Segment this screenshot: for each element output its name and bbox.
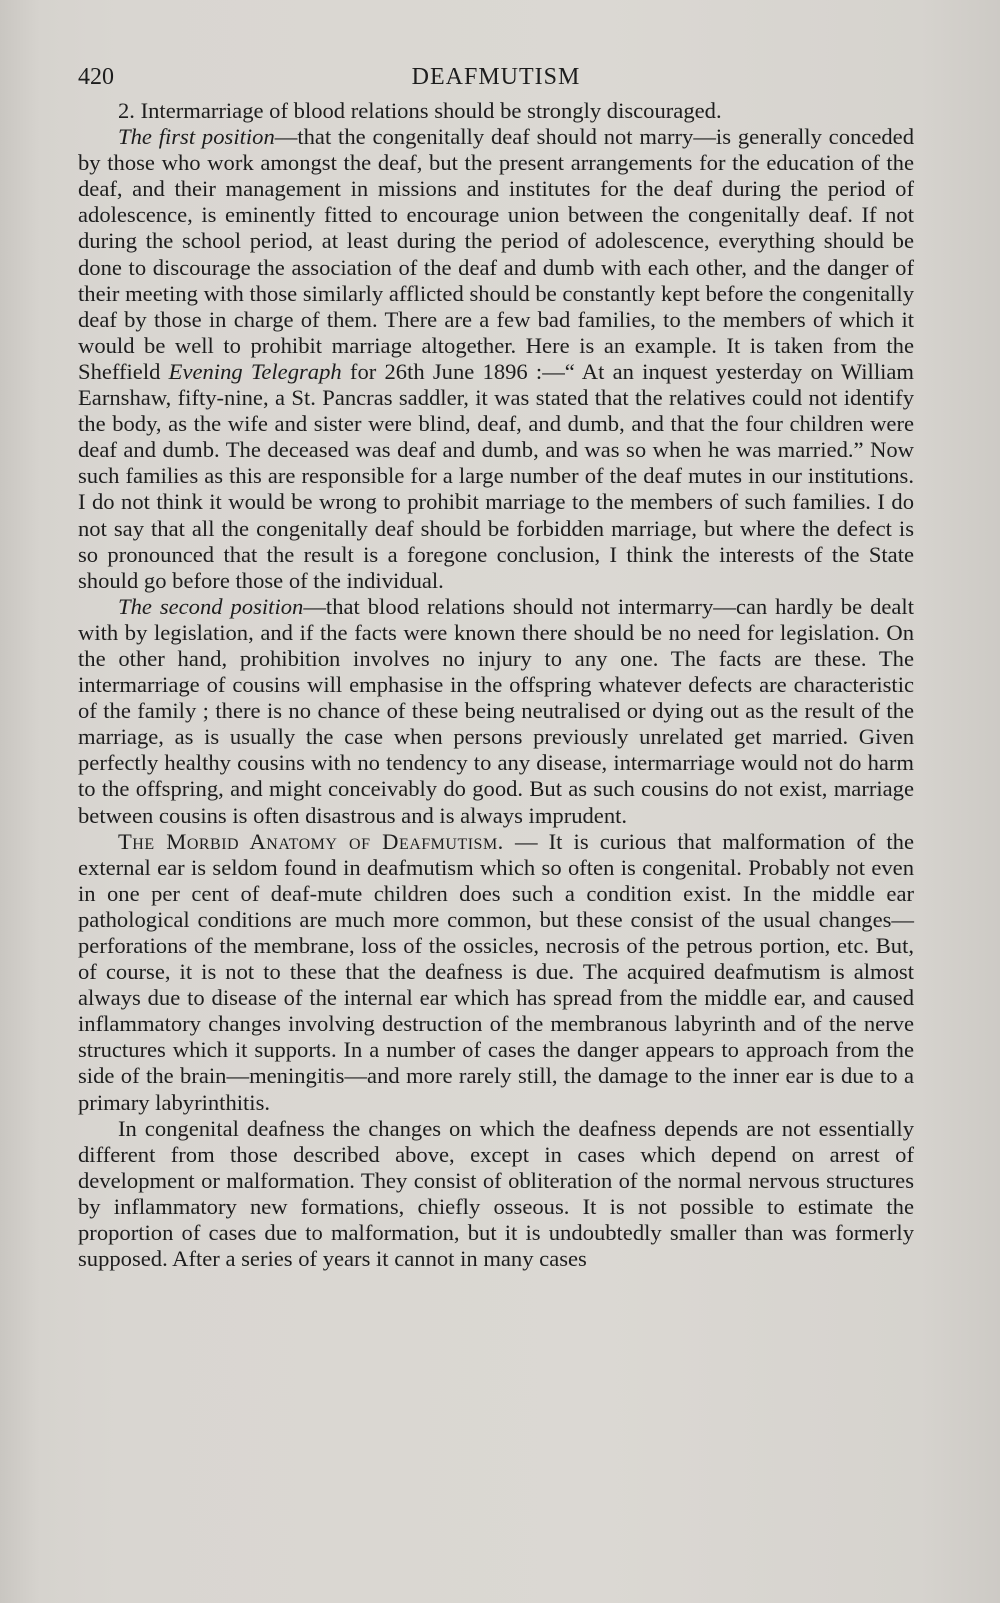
- section-heading: The Morbid Anatomy of Deafmutism.: [118, 828, 504, 854]
- italic-lead-second-position: The second position: [118, 593, 304, 619]
- paragraph-congenital-deafness: In congenital deafness the changes on which the deafness depends are not essentially different from those described above, except in cases which depend on arrest of development or malformation. They consist of obliteration of the normal nervous structures by inflammatory new formations, chiefly osseous. It is not possible to estimate the proportion of cases due to malformation, but it is undoubtedly smaller than was formerly supposed. After a series of years it cannot in many cases: [78, 1115, 914, 1272]
- italic-lead-first-position: The first position: [118, 124, 275, 150]
- paragraph-text: —that the congenitally deaf should not marry—is generally conceded by those who work amongst the deaf, but the present arrangements for the education of the deaf, and their management in missions and institutes for the deaf during the period of adolescence, is eminently fitted to encourage union between the congenitally deaf. If not during the school period, at least during the period of adolescence, everything should be done to discourage the association of the deaf and dumb with each other, and the danger of their meeting with those similarly afflicted should be constantly kept before the congenitally deaf by those in charge of them. There are a few bad families, to the members of which it would be well to prohibit marriage altogether. Here is an example. It is taken from the Sheffield: [78, 124, 914, 384]
- page-number: 420: [78, 64, 114, 90]
- paragraph-morbid-anatomy: [78, 829, 914, 1116]
- paragraph-text: for 26th June 1896 :—“ At an inquest yesterday on William Earnshaw, fifty-nine, a St. Pancras saddler, it was stated that the relatives could not identify the body, as the wife and sister were blind, deaf, and dumb, and that the four children were deaf and dumb. The deceased was deaf and dumb, and was so when he was married.” Now such families as this are responsible for a large number of the deaf mutes in our institutions. I do not think it would be wrong to prohibit marriage to the members of such families. I do not say that all the congenitally deaf should be forbidden marriage, but where the defect is so pronounced that the result is a foregone conclusion, I think the interests of the State should go before those of the individual.: [78, 358, 914, 593]
- running-title: DEAFMUTISM: [411, 64, 581, 90]
- paragraph-first-position: [78, 124, 914, 594]
- paragraph-text: — It is curious that malformation of the external ear is seldom found in deafmutism which so often is congenital. Probably not even in one per cent of deaf-mute children does such a condition exist. In the middle ear pathological conditions are much more common, but these consist of the usual changes—perforations of the membrane, loss of the ossicles, necrosis of the petrous portion, etc. But, of course, it is not to these that the deafness is due. The acquired deafmutism is almost always due to disease of the internal ear which has spread from the middle ear, and caused inflammatory changes involving destruction of the membranous labyrinth and of the nerve structures which it supports. In a number of cases the danger appears to approach from the side of the brain—meningitis—and more rarely still, the damage to the inner ear is due to a primary labyrinthitis.: [78, 828, 914, 1115]
- page-header: [78, 58, 914, 98]
- paragraph-numbered-item: 2. Intermarriage of blood relations should be strongly discouraged.: [118, 98, 722, 123]
- paragraph-second-position: [78, 594, 914, 829]
- paragraph-text: —that blood relations should not intermarry—can hardly be dealt with by legislation, and if the facts were known there should be no need for legislation. On the other hand, prohibition involves no injury to any one. The facts are these. The intermarriage of cousins will emphasise in the offspring whatever defects are characteristic of the family ; there is no chance of these being neutralised or dying out as the result of the marriage, as is usually the case when persons previously unrelated get married. Given perfectly healthy cousins with no tendency to any disease, intermarriage would not do harm to the offspring, and might conceivably do good. But as such cousins do not exist, marriage between cousins is often disastrous and is always imprudent.: [78, 593, 914, 828]
- italic-newspaper-title: Evening Telegraph: [168, 358, 342, 384]
